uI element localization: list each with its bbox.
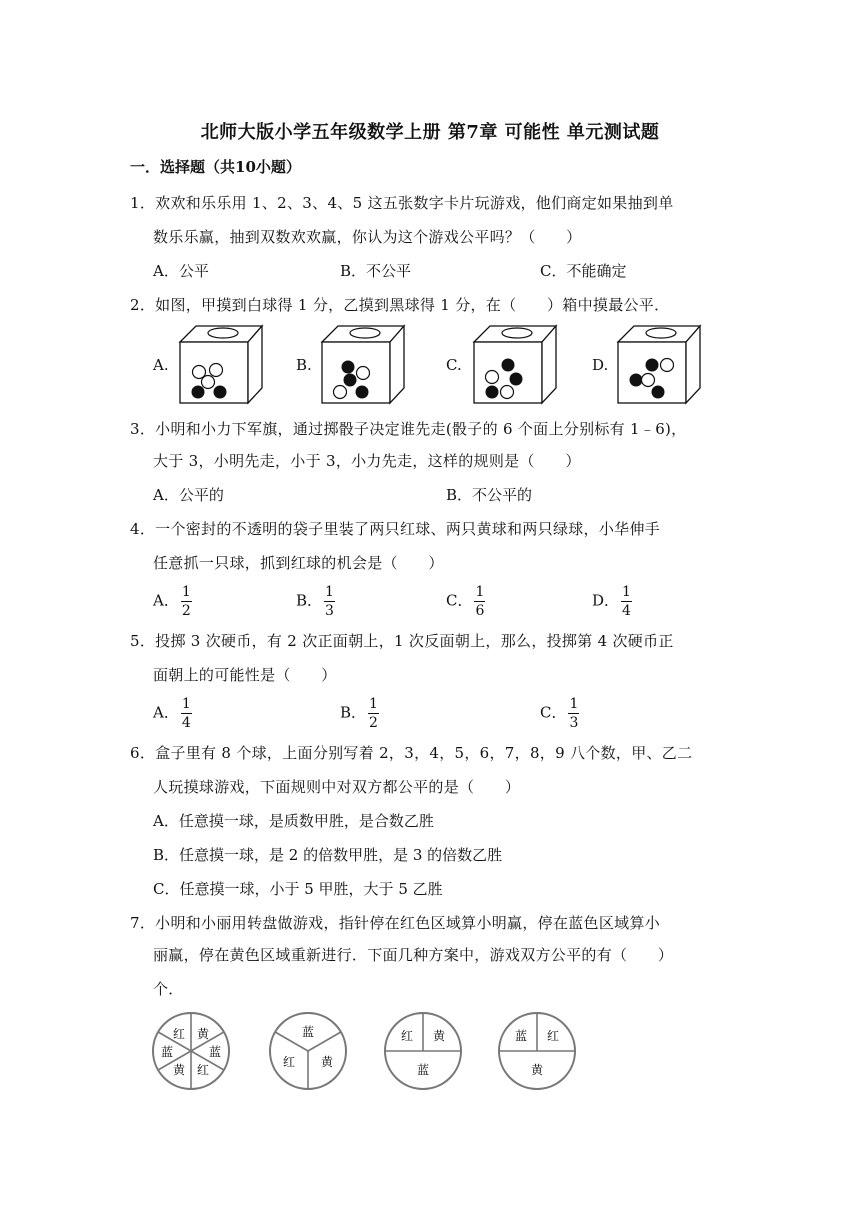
- spinner-3-sector-2: 黄: [432, 1029, 446, 1043]
- spinner-2-sector-3: 黄: [320, 1055, 334, 1069]
- q4-option-d-label: D．: [592, 591, 620, 610]
- fraction-denominator: 4: [622, 603, 631, 619]
- fraction-numerator: 1: [569, 696, 579, 712]
- spinner-3-sector-1: 红: [400, 1029, 414, 1043]
- q4-option-a: [153, 584, 192, 619]
- q2-label-a: A.: [153, 356, 169, 374]
- q3-option-a: A．公平的: [153, 486, 224, 504]
- q6-line1: 6．盒子里有 8 个球，上面分别写着 2，3，4，5，6，7，8，9 八个数，甲、乙二: [130, 744, 693, 762]
- q6-line2: 人玩摸球游戏，下面规则中对双方都公平的是（ ）: [153, 778, 521, 796]
- q4-line1: 4．一个密封的不透明的袋子里装了两只红球、两只黄球和两只绿球，小华伸手: [130, 520, 661, 538]
- q7-line2: 丽赢，停在黄色区域重新进行．下面几种方案中，游戏双方公平的有（ ）: [153, 946, 674, 964]
- fraction-numerator: 1: [622, 584, 631, 600]
- q5-option-c-fraction: [568, 696, 579, 731]
- q5-option-b-label: B．: [340, 703, 367, 722]
- section-heading: 一．选择题（共10小题）: [130, 158, 301, 176]
- box-c-figure: [470, 322, 560, 407]
- q4-option-c: [446, 584, 485, 619]
- q4-option-a-fraction: [181, 584, 192, 619]
- q5-line2: 面朝上的可能性是（ ）: [153, 666, 337, 684]
- q1-line1: 1．欢欢和乐乐用 1、2、3、4、5 这五张数字卡片玩游戏，他们商定如果抽到单: [130, 194, 674, 212]
- q4-option-d-fraction: [621, 584, 632, 619]
- spinner-1-sector-2: 黄: [196, 1027, 210, 1041]
- q3-line2: 大于 3，小明先走，小于 3，小力先走，这样的规则是（ ）: [153, 452, 581, 470]
- q1-option-b: B．不公平: [340, 262, 412, 280]
- spinner-2-sector-1: 蓝: [301, 1025, 315, 1039]
- box-d-figure: [614, 322, 704, 407]
- fraction-numerator: 1: [181, 584, 191, 600]
- spinner-1-figure: [148, 1008, 234, 1094]
- q2-label-b: B.: [296, 356, 312, 374]
- q5-option-a-fraction: [181, 696, 192, 731]
- q7-line3: 个．: [153, 980, 184, 998]
- fraction-numerator: 1: [369, 696, 378, 712]
- fraction-denominator: 4: [181, 715, 191, 731]
- spinner-4-sector-2: 红: [546, 1029, 560, 1043]
- q4-option-a-label: A．: [153, 591, 179, 610]
- q4-option-b-fraction: [324, 584, 335, 619]
- page-title: 北师大版小学五年级数学上册 第7章 可能性 单元测试题: [200, 122, 660, 143]
- spinner-1-sector-6: 红: [196, 1063, 210, 1077]
- q4-option-b-label: B．: [296, 591, 323, 610]
- fraction-denominator: 3: [325, 603, 334, 619]
- spinner-3-sector-3: 蓝: [416, 1063, 430, 1077]
- q3-line1: 3．小明和小力下军旗，通过掷骰子决定谁先走(骰子的 6 个面上分别标有 1﹣6)，: [130, 420, 687, 438]
- q4-option-c-fraction: [474, 584, 485, 619]
- spinner-1-sector-3: 蓝: [208, 1045, 222, 1059]
- spinner-1-sector-5: 黄: [172, 1063, 186, 1077]
- q1-option-a: A．公平: [153, 262, 209, 280]
- q7-line1: 7．小明和小丽用转盘做游戏，指针停在红色区域算小明赢，停在蓝色区域算小: [130, 914, 661, 932]
- q2-label-d: D.: [592, 356, 609, 374]
- spinner-4-sector-1: 蓝: [514, 1029, 528, 1043]
- q4-option-d: [592, 584, 632, 619]
- box-a-figure: [176, 322, 266, 407]
- fraction-denominator: 2: [181, 603, 191, 619]
- q5-line1: 5．投掷 3 次硬币，有 2 次正面朝上，1 次反面朝上，那么，投掷第 4 次硬币正: [130, 632, 674, 650]
- q5-option-a: [153, 696, 192, 731]
- q5-option-c: [540, 696, 579, 731]
- q5-option-b: [340, 696, 379, 731]
- q6-option-a: A．任意摸一球，是质数甲胜，是合数乙胜: [153, 812, 434, 830]
- spinner-2-figure: [265, 1008, 351, 1094]
- fraction-denominator: 2: [369, 715, 378, 731]
- q1-option-c: C．不能确定: [540, 262, 627, 280]
- q3-option-b: B．不公平的: [446, 486, 533, 504]
- fraction-numerator: 1: [181, 696, 191, 712]
- spinner-3-figure: [380, 1008, 466, 1094]
- q4-option-c-label: C．: [446, 591, 473, 610]
- fraction-denominator: 3: [569, 715, 579, 731]
- fraction-denominator: 6: [475, 603, 485, 619]
- fraction-numerator: 1: [475, 584, 485, 600]
- q4-line2: 任意抓一只球，抓到红球的机会是（ ）: [153, 554, 444, 572]
- q6-option-c: C．任意摸一球，小于 5 甲胜，大于 5 乙胜: [153, 880, 443, 898]
- q4-option-b: [296, 584, 335, 619]
- spinner-1-sector-1: 红: [172, 1027, 186, 1041]
- q6-option-b: B．任意摸一球，是 2 的倍数甲胜，是 3 的倍数乙胜: [153, 846, 503, 864]
- spinner-4-figure: [494, 1008, 580, 1094]
- spinner-4-sector-3: 黄: [530, 1063, 544, 1077]
- q5-option-a-label: A．: [153, 703, 179, 722]
- q2-label-c: C.: [446, 356, 462, 374]
- fraction-numerator: 1: [325, 584, 334, 600]
- q5-option-b-fraction: [368, 696, 379, 731]
- spinner-1-sector-4: 蓝: [160, 1045, 174, 1059]
- q1-line2: 数乐乐赢，抽到双数欢欢赢，你认为这个游戏公平吗？（ ）: [153, 228, 582, 246]
- box-b-figure: [318, 322, 408, 407]
- q2-line1: 2．如图，甲摸到白球得 1 分，乙摸到黑球得 1 分，在（ ）箱中摸最公平．: [130, 296, 670, 314]
- spinner-2-sector-2: 红: [282, 1055, 296, 1069]
- q5-option-c-label: C．: [540, 703, 567, 722]
